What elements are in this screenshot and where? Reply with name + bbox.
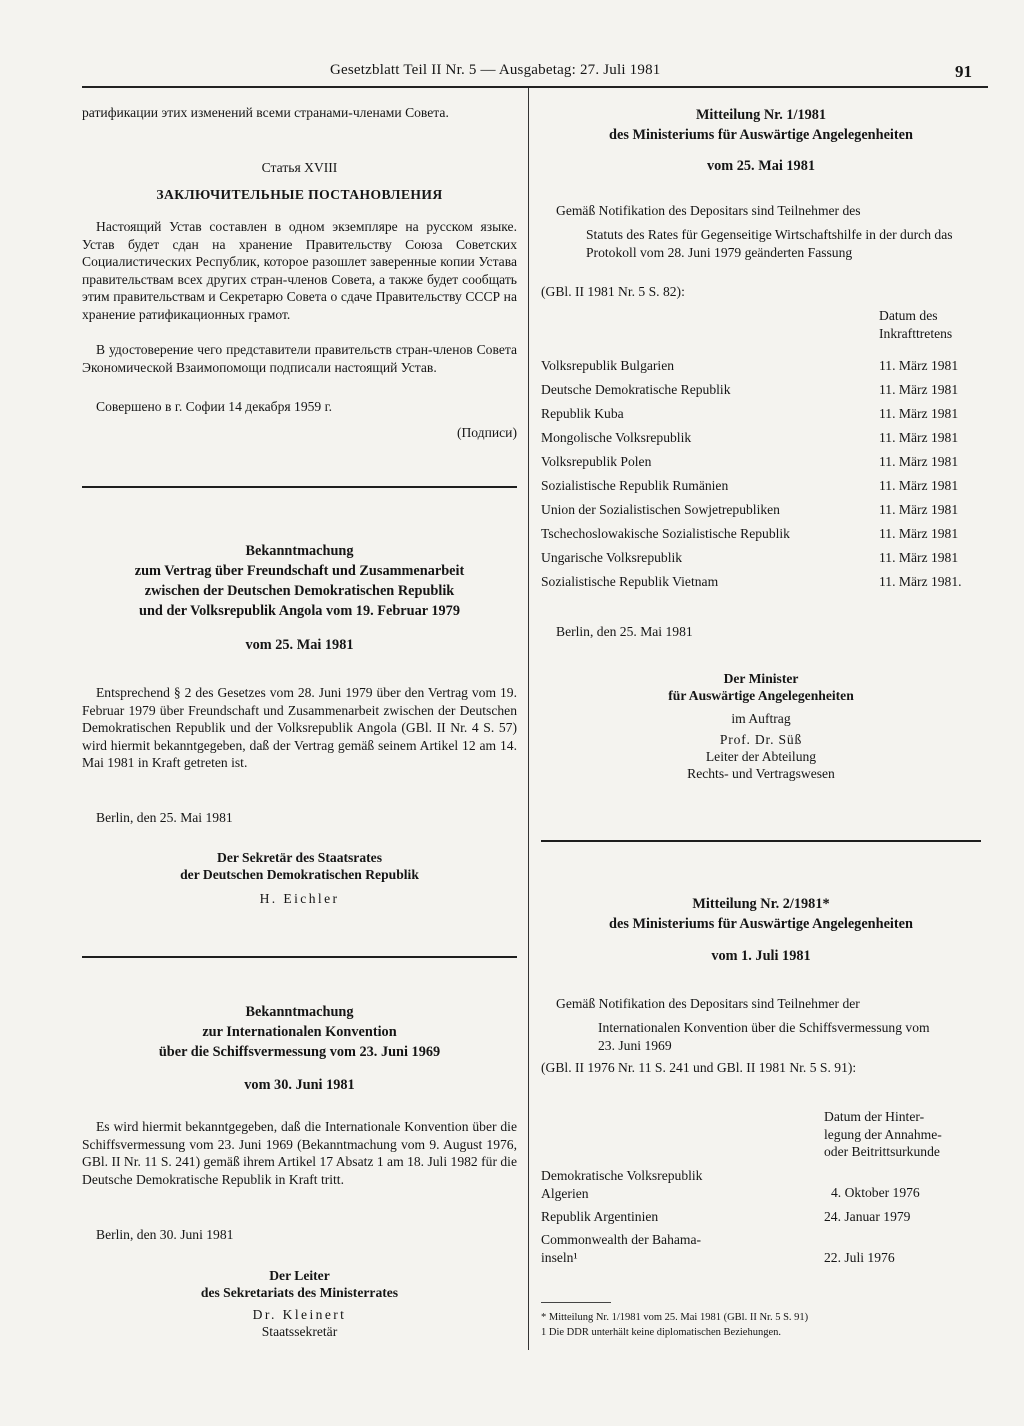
bekanntmachung-2-date: vom 30. Juni 1981 [244,1077,355,1093]
mitteilung-2-row [541,1208,658,1226]
row-name: inseln¹ [541,1249,578,1265]
bekanntmachung-1-signatory [82,849,517,883]
row-name: Republik Argentinien [541,1209,659,1224]
bekanntmachung-2-place-date: Berlin, den 30. Juni 1981 [96,1227,234,1242]
signatures-note: (Подписи) [456,425,517,440]
article-number: Статья XVIII [261,160,338,175]
row-date: 11. März 1981 [879,550,959,565]
signatory-line: Der Leiter [269,1268,330,1283]
row-date: 11. März 1981 [879,406,959,421]
row-date: 11. März 1981 [879,358,959,373]
signatory-line: der Deutschen Demokratischen Republik [180,867,419,882]
mitteilung-1-column-header [879,307,952,342]
mitteilung-2-reference: (GBl. II 1976 Nr. 11 S. 241 und GBl. II 1981 Nr. 5 S. 91): [541,1060,857,1075]
mitteilung-2-title [541,894,981,934]
bekanntmachung-2-signatory [82,1267,517,1301]
mitteilung-1-signatory [541,670,981,782]
row-date: 11. März 1981 [879,478,959,493]
footnote-1: * Mitteilung Nr. 1/1981 vom 25. Mai 1981 (GBl. II Nr. 5 S. 91) [541,1312,809,1323]
intro-text: ратификации этих изменений всеми странами-членами Совета. [82,105,449,120]
bekanntmachung-1-signer-name: H. Eichler [259,891,340,906]
signatory-line: des Sekretariats des Ministerrates [200,1285,399,1300]
page-number: 91 [955,62,972,81]
row-country: Deutsche Demokratische Republik [541,382,731,397]
signatory-line: Der Minister [723,671,799,686]
mitteilung-2-intro: Gemäß Notifikation des Depositars sind Teilnehmer der [556,996,860,1011]
title-line: Bekanntmachung [245,543,354,559]
row-name: Algerien [541,1185,589,1201]
signatory-line: Der Sekretär des Staatsrates [217,850,382,865]
article-paragraph-2: В удостоверение чего представители правительств стран-членов Совета Экономической Взаимопомощи подписали настоящий Устав. [82,342,517,375]
column-header-line: legung der Annahme- [824,1126,942,1142]
title-line: zum Vertrag über Freundschaft und Zusammenarbeit [134,563,465,579]
row-country: Mongolische Volksrepublik [541,430,692,445]
title-line: und der Volksrepublik Angola vom 19. Februar 1979 [139,603,460,619]
mitteilung-2-row-date: 22. Juli 1976 [824,1250,895,1265]
title-line: Mitteilung Nr. 2/1981* [692,896,830,912]
row-country: Union der Sozialistischen Sowjetrepubliken [541,502,780,517]
bekanntmachung-2-text: Es wird hiermit bekanntgegeben, daß die Internationale Konvention über die Schiffsvermessung vom 23. Juni 1969 (Bekanntmachung vom 9. August 1976, GBl. II Nr. 11 S. 241) gemäß ihrem Artikel 17 Absatz 1 am 18. Juli 1982 für die Deutsche Demokratische Republik in Kraft tritt. [82,1119,517,1187]
title-line: Bekanntmachung [245,1004,354,1020]
bekanntmachung-2-signer [82,1306,517,1340]
title-line: des Ministeriums für Auswärtige Angelegenheiten [609,127,913,143]
row-date: 11. März 1981 [879,382,959,397]
bekanntmachung-2-title [82,1002,517,1062]
row-name: Demokratische Volksrepublik [541,1168,703,1183]
row-country: Sozialistische Republik Vietnam [541,574,719,589]
mitteilung-1-reference: (GBl. II 1981 Nr. 5 S. 82): [541,284,685,299]
mitteilung-1-date: vom 25. Mai 1981 [706,158,815,174]
row-name: Commonwealth der Bahama- [541,1232,702,1247]
mitteilung-2-row [541,1167,702,1202]
article-title: ЗАКЛЮЧИТЕЛЬНЫЕ ПОСТАНОВЛЕНИЯ [156,187,443,202]
signer-name: Dr. Kleinert [252,1307,347,1322]
row-country: Ungarische Volksrepublik [541,550,683,565]
section-divider [82,486,517,488]
signatory-line: Leiter der Abteilung [705,749,817,764]
mitteilung-2-row-date: 24. Januar 1979 [824,1209,911,1224]
bekanntmachung-1-title [82,541,517,621]
mitteilung-1-intro: Gemäß Notifikation des Depositars sind Teilnehmer des [556,203,861,218]
row-country: Republik Kuba [541,406,624,421]
title-line: zur Internationalen Konvention [202,1024,397,1040]
footnotes [541,1310,981,1340]
row-country: Volksrepublik Polen [541,454,652,469]
title-line: des Ministeriums für Auswärtige Angelegenheiten [609,916,913,932]
mitteilung-1-place-date: Berlin, den 25. Mai 1981 [556,624,693,639]
column-header-line: Datum des [879,308,938,323]
row-country: Sozialistische Republik Rumänien [541,478,729,493]
bekanntmachung-1-place-date: Berlin, den 25. Mai 1981 [96,810,233,825]
mitteilung-1-subject: Statuts des Rates für Gegenseitige Wirtschaftshilfe in der durch das Protokoll vom 28. Juni 1979 geänderten Fassung [586,227,953,260]
column-header-line: Inkrafttretens [879,325,953,341]
row-date: 11. März 1981. [879,574,962,589]
row-country: Volksrepublik Bulgarien [541,358,675,373]
mitteilung-2-date: vom 1. Juli 1981 [711,948,811,964]
footnote-rule [541,1302,611,1303]
signer-role: Staatssekretär [261,1324,338,1339]
bekanntmachung-1-text: Entsprechend § 2 des Gesetzes vom 28. Juni 1979 über den Vertrag vom 19. Februar 1979 über Freundschaft und Zusammenarbeit zwischen der Deutschen Demokratischen Republik und der Volksrepublik Angola (GBl. II Nr. 4 S. 57) wird hiermit bekanntgegeben, daß der Vertrag gemäß seinem Artikel 12 am 14. Mai 1981 in Kraft getreten ist. [82,685,517,770]
title-line: über die Schiffsvermessung vom 23. Juni 1969 [158,1044,441,1060]
title-line: zwischen der Deutschen Demokratischen Republik [144,583,455,599]
mitteilung-2-subject: Internationalen Konvention über die Schiffsvermessung vom 23. Juni 1969 [598,1020,930,1053]
row-date: 11. März 1981 [879,502,959,517]
article-paragraph-3: Совершено в г. Софии 14 декабря 1959 г. [96,399,333,414]
column-header-line: oder Beitrittsurkunde [824,1144,940,1159]
header-rule [82,86,988,88]
section-divider [541,840,981,842]
mitteilung-2-row [541,1231,701,1266]
mitteilung-2-row-date: 4. Oktober 1976 [831,1185,920,1200]
footnote-2: 1 Die DDR unterhält keine diplomatischen Beziehungen. [541,1327,781,1338]
row-date: 11. März 1981 [879,430,959,445]
mitteilung-1-title [541,105,981,145]
title-line: Mitteilung Nr. 1/1981 [695,107,827,123]
signatory-line: für Auswärtige Angelegenheiten [668,688,854,703]
row-date: 11. März 1981 [879,526,959,541]
signatory-line: im Auftrag [731,711,791,726]
column-divider [528,88,529,1350]
running-header: Gesetzblatt Teil II Nr. 5 — Ausgabetag: 27. Juli 1981 [330,62,661,78]
row-date: 11. März 1981 [879,454,959,469]
mitteilung-2-column-header [824,1108,942,1161]
article-paragraph-1: Настоящий Устав составлен в одном экземпляре на русском языке. Устав будет сдан на хранение Правительству Союза Советских Социалистических Республик, которое разошлет заверенные копии Устава правительствам всех других стран-членов Совета, а также будет сообщать этим правительствам и Секретарю Совета о сдаче Правительству СССР на хранение ратификационных грамот. [82,219,517,322]
row-country: Tschechoslowakische Sozialistische Republik [541,526,790,541]
signer-name: Prof. Dr. Süß [719,732,803,747]
signatory-line: Rechts- und Vertragswesen [687,766,835,781]
section-divider [82,956,517,958]
bekanntmachung-1-date: vom 25. Mai 1981 [245,637,354,653]
column-header-line: Datum der Hinter- [824,1109,925,1124]
